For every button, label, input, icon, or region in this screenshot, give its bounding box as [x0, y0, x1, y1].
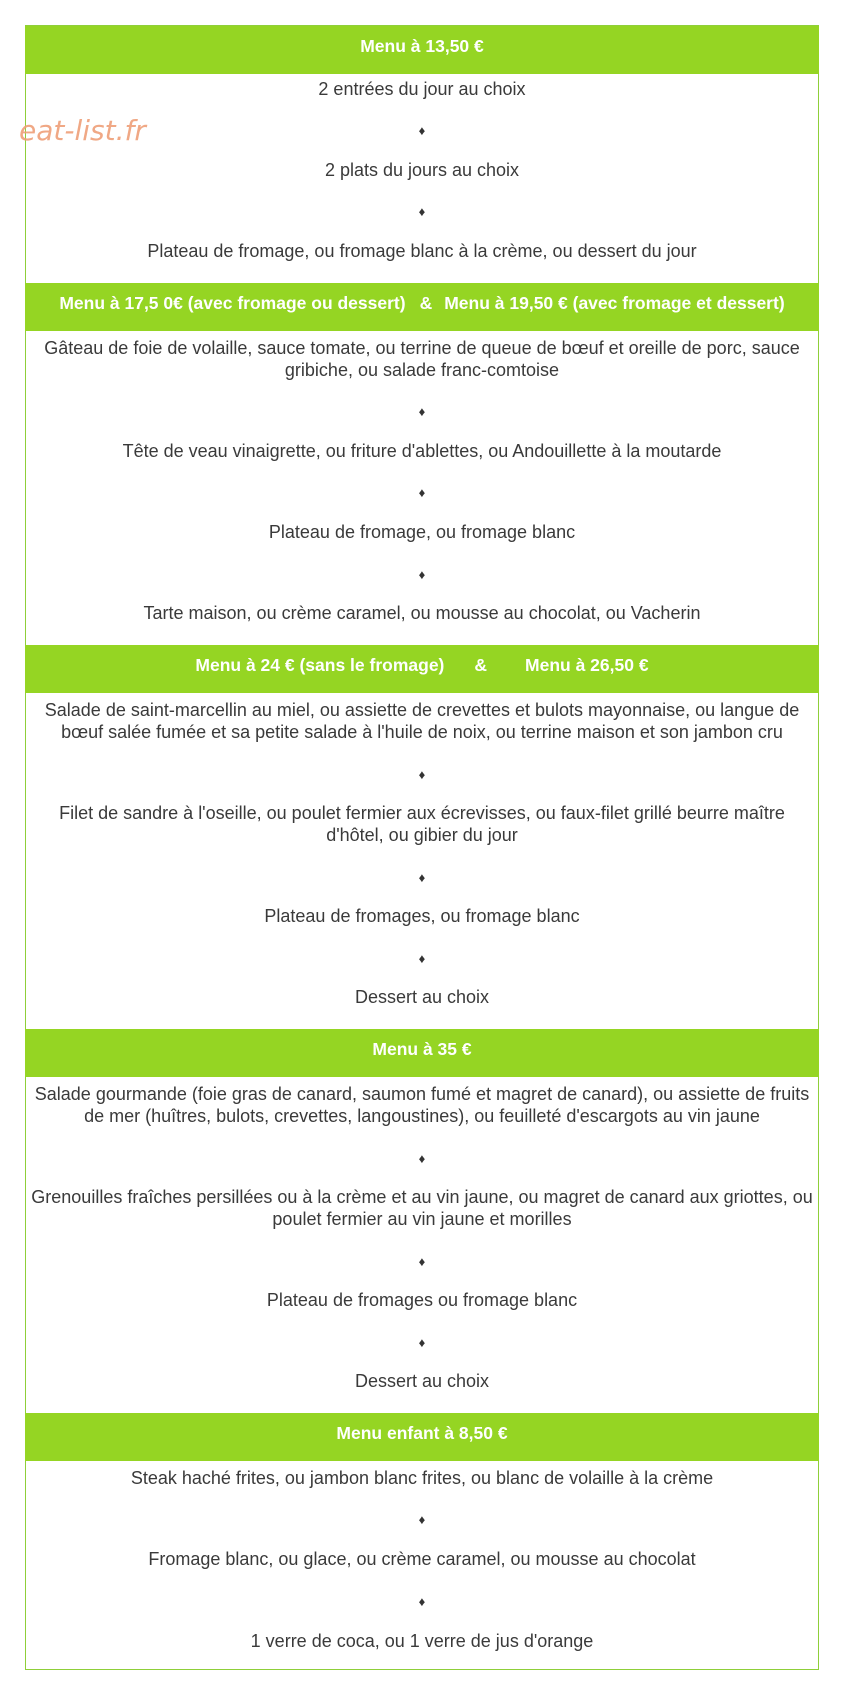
menu-4-item-2: Grenouilles fraîches persillées ou à la crème et au vin jaune, ou magret de canard aux griottes, ou poulet fermier au vin jaune et morilles	[31, 1187, 813, 1229]
diamond-separator-icon: ♦	[418, 1254, 426, 1269]
menu-5-item-1: Steak haché frites, ou jambon blanc frites, ou blanc de volaille à la crème	[130, 1468, 714, 1488]
menu-header-3-amp: &	[474, 654, 488, 675]
diamond-separator-icon: ♦	[418, 123, 426, 138]
menu-5-item-2: Fromage blanc, ou glace, ou crème caramel, ou mousse au chocolat	[148, 1549, 696, 1569]
diamond-separator-icon: ♦	[418, 1512, 426, 1527]
diamond-separator-icon: ♦	[418, 567, 426, 582]
diamond-separator-icon: ♦	[418, 485, 426, 500]
menu-2-item-4: Tarte maison, ou crème caramel, ou mousse au chocolat, ou Vacherin	[143, 603, 701, 623]
menu-3-item-3: Plateau de fromages, ou fromage blanc	[264, 906, 580, 926]
menu-header-2-amp: &	[419, 292, 433, 313]
menu-2-item-3: Plateau de fromage, ou fromage blanc	[268, 522, 576, 542]
menu-header-4: Menu à 35 €	[25, 1029, 819, 1077]
menu-4-item-1: Salade gourmande (foie gras de canard, saumon fumé et magret de canard), ou assiette de fruits de mer (huîtres, bulots, crevettes, langoustines), ou feuilleté d'escargots au vin jaune	[34, 1084, 810, 1126]
menu-header-2-right: Menu à 19,50 € (avec fromage et dessert)	[444, 292, 785, 313]
menu-5-item-3: 1 verre de coca, ou 1 verre de jus d'orange	[250, 1631, 594, 1651]
diamond-separator-icon: ♦	[418, 1594, 426, 1609]
diamond-separator-icon: ♦	[418, 951, 426, 966]
menu-header-3-right: Menu à 26,50 €	[525, 654, 649, 675]
menu-1-item-1: 2 entrées du jour au choix	[318, 79, 526, 99]
menu-table	[25, 25, 819, 1670]
menu-3-item-1: Salade de saint-marcellin au miel, ou assiette de crevettes et bulots mayonnaise, ou langue de bœuf salée fumée et sa petite salade à l'huile de noix, ou terrine maison et son jambon cru	[44, 700, 800, 742]
diamond-separator-icon: ♦	[418, 404, 426, 419]
menu-header-3-left: Menu à 24 € (sans le fromage)	[195, 654, 445, 675]
diamond-separator-icon: ♦	[418, 870, 426, 885]
menu-header-2-left: Menu à 17,5 0€ (avec fromage ou dessert)	[59, 292, 406, 313]
menu-2-item-1: Gâteau de foie de volaille, sauce tomate, ou terrine de queue de bœuf et oreille de porc, sauce gribiche, ou salade franc-comtoise	[44, 338, 800, 380]
menu-1-item-3: Plateau de fromage, ou fromage blanc à la crème, ou dessert du jour	[147, 241, 697, 261]
menu-4-item-3: Plateau de fromages ou fromage blanc	[266, 1290, 578, 1310]
diamond-separator-icon: ♦	[418, 767, 426, 782]
diamond-separator-icon: ♦	[418, 204, 426, 219]
menu-2-item-2: Tête de veau vinaigrette, ou friture d'ablettes, ou Andouillette à la moutarde	[122, 441, 722, 461]
menu-header-5: Menu enfant à 8,50 €	[25, 1413, 819, 1461]
diamond-separator-icon: ♦	[418, 1335, 426, 1350]
menu-header-2	[25, 283, 819, 331]
diamond-separator-icon: ♦	[418, 1151, 426, 1166]
menu-header-3	[25, 645, 819, 693]
watermark: eat-list.fr	[19, 114, 146, 147]
menu-header-1: Menu à 13,50 €	[25, 26, 819, 74]
menu-3-item-4: Dessert au choix	[354, 987, 490, 1007]
menu-1-item-2: 2 plats du jours au choix	[324, 160, 520, 180]
menu-4-item-4: Dessert au choix	[354, 1371, 490, 1391]
menu-3-item-2: Filet de sandre à l'oseille, ou poulet fermier aux écrevisses, ou faux-filet grillé beurre maître d'hôtel, ou gibier du jour	[59, 803, 785, 845]
